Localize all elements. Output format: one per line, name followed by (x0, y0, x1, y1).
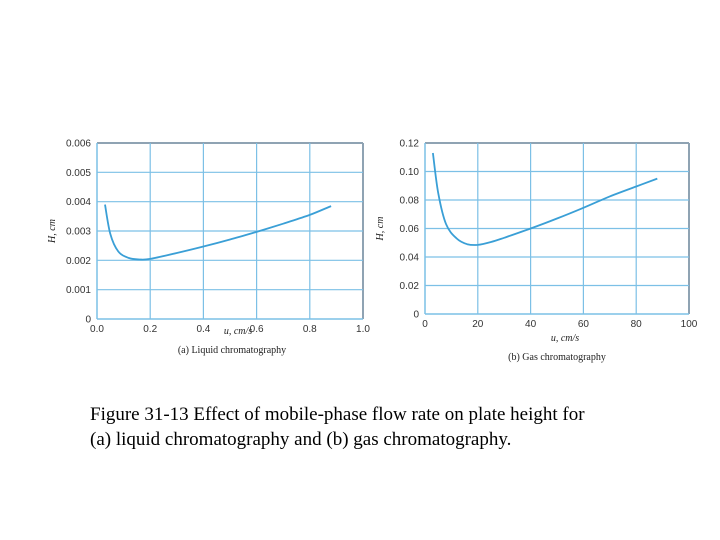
chart-b-ytick-label: 0.10 (399, 167, 419, 178)
figure-caption (90, 402, 700, 452)
chart-b-ytick-label: 0.04 (399, 252, 419, 264)
chart-b-xtick-label: 0 (422, 319, 428, 330)
chart-a-ytick-label: 0.004 (65, 197, 91, 209)
chart-b-xlabel: u, cm/s (550, 333, 580, 344)
chart-b-xtick-label: 60 (577, 319, 589, 330)
caption-line-2: (a) liquid chromatography and (b) gas chromatography. (90, 429, 512, 450)
chart-a-xtick-label: 0.0 (90, 324, 104, 335)
chart-b-xtick-label: 100 (680, 319, 698, 330)
chart-a-ytick-label: 0.002 (65, 255, 91, 267)
chart-b-ytick-label: 0.02 (399, 281, 419, 292)
chart-a-ylabel: H, cm (47, 219, 58, 243)
caption-line-1: Figure 31-13 Effect of mobile-phase flow rate on plate height for (90, 404, 585, 425)
chart-a-xtick-label: 0.6 (249, 324, 264, 335)
chart-b-ytick-label: 0.06 (399, 224, 419, 235)
chart-a-subtitle: (a) Liquid chromatography (177, 345, 287, 356)
chart-a-curve (105, 205, 331, 260)
chart-a-ytick-label: 0.005 (65, 167, 91, 179)
chart-b-subtitle: (b) Gas chromatography (508, 352, 606, 363)
chart-b-xtick-label: 40 (525, 319, 537, 330)
chart-a-xtick-label: 1.0 (356, 324, 370, 335)
chart-b-xtick-label: 80 (630, 319, 642, 330)
chart-b-curve (433, 153, 657, 245)
chart-b-ytick-label: 0.12 (399, 138, 419, 150)
chart-a-ytick-label: 0.001 (65, 285, 91, 297)
chart-a-ytick-label: 0.003 (65, 226, 91, 238)
chart-a-xlabel: u, cm/s (223, 326, 253, 337)
chart-b-ytick-label: 0 (413, 309, 419, 321)
chart-b-ytick-label: 0.08 (399, 195, 419, 207)
chart-a-ytick-label: 0.006 (65, 138, 91, 150)
chart-a-xtick-label: 0.2 (143, 324, 158, 335)
chart-b-ylabel: H, cm (375, 216, 386, 241)
chart-a-ytick-label: 0 (85, 314, 91, 326)
chart-b-xtick-label: 20 (472, 319, 484, 330)
chart-a-xtick-label: 0.8 (302, 324, 317, 335)
chart-a-xtick-label: 0.4 (196, 324, 211, 335)
